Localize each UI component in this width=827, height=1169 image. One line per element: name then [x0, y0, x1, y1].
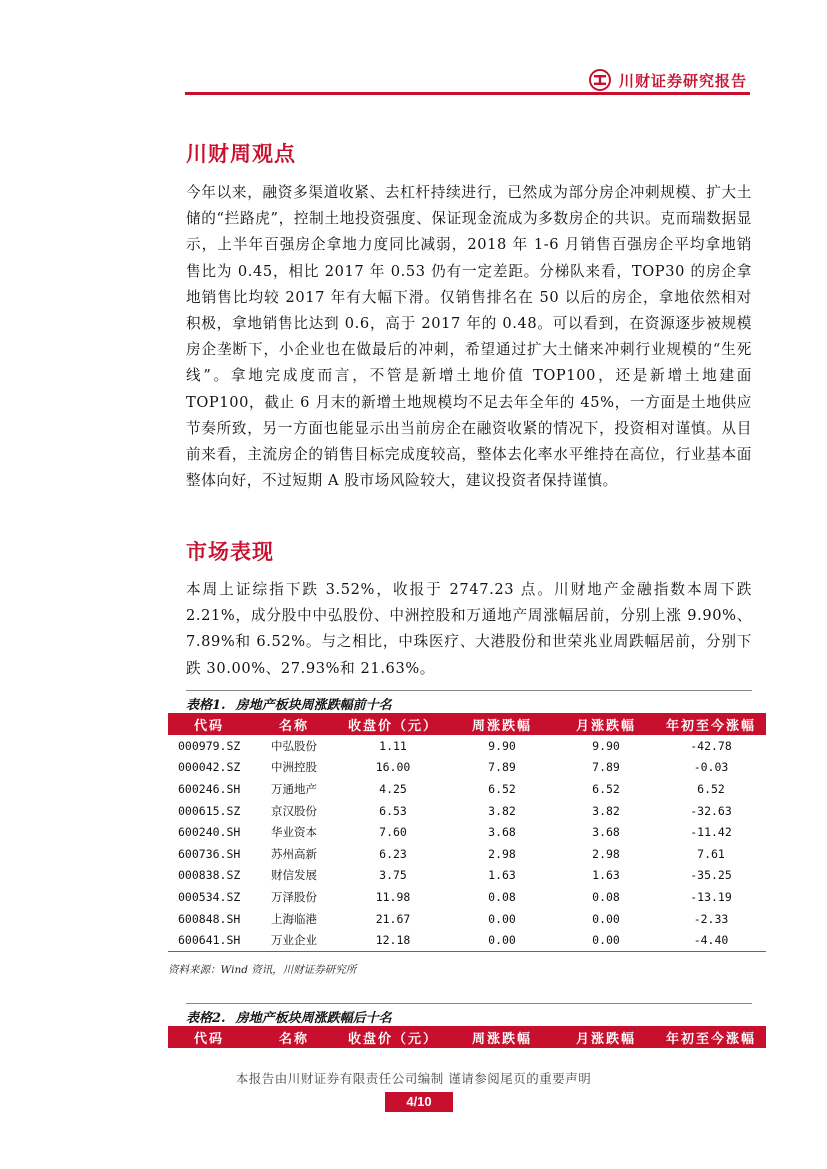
cell-name: 京汉股份: [271, 803, 317, 818]
cell-name: 中弘股份: [271, 738, 317, 753]
table-row: [168, 929, 766, 951]
table-row: [168, 865, 766, 887]
footer-disclaimer: 本报告由川财证券有限责任公司编制 谨请参阅尾页的重要声明: [235, 1071, 592, 1086]
table1-caption-number: 表格1.: [186, 698, 226, 713]
table2-caption: [186, 1003, 752, 1026]
cell-monthly-change: 0.00: [556, 929, 656, 951]
cell-close: 6.53: [379, 803, 407, 818]
cell-monthly-change: 7.89: [592, 760, 620, 775]
cell-code: 000534.SZ: [178, 889, 241, 904]
cell-ytd-change: -32.63: [690, 803, 732, 818]
cell-code: 000979.SZ: [178, 738, 241, 753]
cell-weekly-change: 0.08: [488, 889, 516, 904]
cell-monthly-change: 0.00: [592, 911, 620, 926]
cell-name: 上海临港: [271, 911, 317, 926]
table1-caption: [186, 690, 752, 713]
table-header-row: [168, 1026, 766, 1048]
section-title-market-performance: 市场表现: [186, 539, 274, 564]
cell-code: 600736.SH: [178, 846, 241, 861]
weekly-view-paragraph: 今年以来，融资多渠道收紧、去杠杆持续进行，已然成为部分房企冲刺规模、扩大土储的“拦路虎”，控制土地投资强度、保证现金流成为多数房企的共识。克而瑞数据显示，上半年百强房企拿地力度同比减弱，2018 年 1-6 月销售百强房企平均拿地销售比为 0.45，相比 2017 年 0.53 仍有一定差距。分梯队来看，TOP30 的房企拿地销售比均较 2017 年有大幅下滑。仅销售排名在 50 以后的房企，拿地依然相对积极，拿地销售比达到 0.6，高于 2017 年的 0.48。可以看到，在资源逐步被规模房企垄断下，小企业也在做最后的冲刺，希望通过扩大土储来冲刺行业规模的“生死线”。拿地完成度而言，不管是新增土地价值 TOP100，还是新增土地建面 TOP100，截止 6 月末的新增土地规模均不足去年全年的 45%，一方面是土地供应节奏所致，另一方面也能显示出当前房企在融资收紧的情况下，投资相对谨慎。从目前来看，主流房企的销售目标完成度较高，整体去化率水平维持在高位，行业基本面整体向好，不过短期 A 股市场风险较大，建议投资者保持谨慎。: [186, 184, 752, 490]
cell-code: 000615.SZ: [178, 803, 241, 818]
table-row: [168, 735, 766, 757]
cell-weekly-change: 6.52: [488, 781, 516, 796]
table-row: [168, 843, 766, 865]
cell-ytd-change: -2.33: [693, 911, 729, 926]
cell-close: 12.18: [338, 929, 448, 951]
cell-close: 3.75: [379, 868, 407, 883]
table1-source: 资料来源：Wind 资讯，川财证券研究所: [168, 964, 357, 976]
column-header-code: 代码: [168, 713, 250, 735]
cell-weekly-change: 3.82: [488, 803, 516, 818]
table-row: [168, 778, 766, 800]
table-row: [168, 886, 766, 908]
table1-caption-text: 房地产板块周涨跌幅前十名: [235, 698, 392, 713]
cell-name: 万通地产: [271, 781, 317, 796]
cell-weekly-change: 2.98: [488, 846, 516, 861]
market-performance-paragraph: 本周上证综指下跌 3.52%，收报于 2747.23 点。川财地产金融指数本周下跌 2.21%，成分股中中弘股份、中洲控股和万通地产周涨幅居前，分别上涨 9.90%、7.89%和 6.52%。与之相比，中珠医疗、大港股份和世荣兆业周跌幅居前，分别下跌 30.00%、27.93%和 21.63%。: [186, 581, 752, 677]
cell-weekly-change: 3.68: [488, 825, 516, 840]
column-header-ytd-change: 年初至今涨幅: [656, 1026, 766, 1048]
column-header-name: 名称: [250, 713, 338, 735]
cell-monthly-change: 2.98: [592, 846, 620, 861]
cell-close: 11.98: [375, 889, 411, 904]
cell-ytd-change: -42.78: [690, 738, 732, 753]
cell-name: 万业企业: [250, 929, 338, 951]
cell-monthly-change: 9.90: [592, 738, 620, 753]
column-header-ytd-change: 年初至今涨幅: [656, 713, 766, 735]
column-header-close: 收盘价（元）: [338, 1026, 448, 1048]
cell-name: 中洲控股: [271, 760, 317, 775]
cell-ytd-change: -0.03: [693, 760, 729, 775]
cell-code: 600240.SH: [178, 825, 241, 840]
table-row: [168, 908, 766, 930]
bottom-ten-table: [168, 1026, 766, 1048]
column-header-close: 收盘价（元）: [338, 713, 448, 735]
column-header-code: 代码: [168, 1026, 250, 1048]
cell-close: 4.25: [379, 781, 407, 796]
cell-name: 华业资本: [271, 825, 317, 840]
cell-ytd-change: -13.19: [690, 889, 732, 904]
section-title-weekly-view: 川财周观点: [186, 141, 296, 166]
cell-monthly-change: 1.63: [592, 868, 620, 883]
cell-monthly-change: 0.08: [592, 889, 620, 904]
cell-code: 600246.SH: [178, 781, 241, 796]
table-header-row: [168, 713, 766, 735]
cell-monthly-change: 6.52: [592, 781, 620, 796]
table-row: [168, 757, 766, 779]
table-row: [168, 800, 766, 822]
top-ten-table: [168, 713, 766, 952]
column-header-name: 名称: [250, 1026, 338, 1048]
report-brand: [589, 68, 747, 92]
cell-ytd-change: -11.42: [690, 825, 732, 840]
cell-weekly-change: 1.63: [488, 868, 516, 883]
header-divider: [185, 92, 750, 95]
table2-caption-text: 房地产板块周涨跌幅后十名: [235, 1011, 392, 1026]
cell-close: 21.67: [375, 911, 411, 926]
cell-name: 苏州高新: [271, 846, 317, 861]
cell-code: 600641.SH: [168, 929, 250, 951]
cell-close: 16.00: [375, 760, 411, 775]
table2-caption-number: 表格2.: [186, 1011, 226, 1026]
cell-monthly-change: 3.82: [592, 803, 620, 818]
cell-ytd-change: -35.25: [690, 868, 732, 883]
cell-code: 600848.SH: [178, 911, 241, 926]
column-header-weekly-change: 周涨跌幅: [448, 713, 556, 735]
cell-ytd-change: 7.61: [697, 846, 725, 861]
column-header-weekly-change: 周涨跌幅: [448, 1026, 556, 1048]
cell-code: 000042.SZ: [178, 760, 241, 775]
column-header-monthly-change: 月涨跌幅: [556, 713, 656, 735]
column-header-monthly-change: 月涨跌幅: [556, 1026, 656, 1048]
cell-ytd-change: -4.40: [656, 929, 766, 951]
logo-icon: [589, 69, 611, 91]
cell-close: 7.60: [379, 825, 407, 840]
cell-weekly-change: 0.00: [448, 929, 556, 951]
cell-weekly-change: 9.90: [488, 738, 516, 753]
cell-weekly-change: 0.00: [488, 911, 516, 926]
cell-name: 财信发展: [271, 868, 317, 883]
cell-close: 6.23: [379, 846, 407, 861]
table-row: [168, 821, 766, 843]
cell-name: 万泽股份: [271, 889, 317, 904]
cell-close: 1.11: [379, 738, 407, 753]
page-number: 4/10: [385, 1092, 453, 1112]
cell-monthly-change: 3.68: [592, 825, 620, 840]
cell-weekly-change: 7.89: [488, 760, 516, 775]
cell-code: 000838.SZ: [178, 868, 241, 883]
brand-text: 川财证券研究报告: [618, 71, 747, 90]
cell-ytd-change: 6.52: [697, 781, 725, 796]
